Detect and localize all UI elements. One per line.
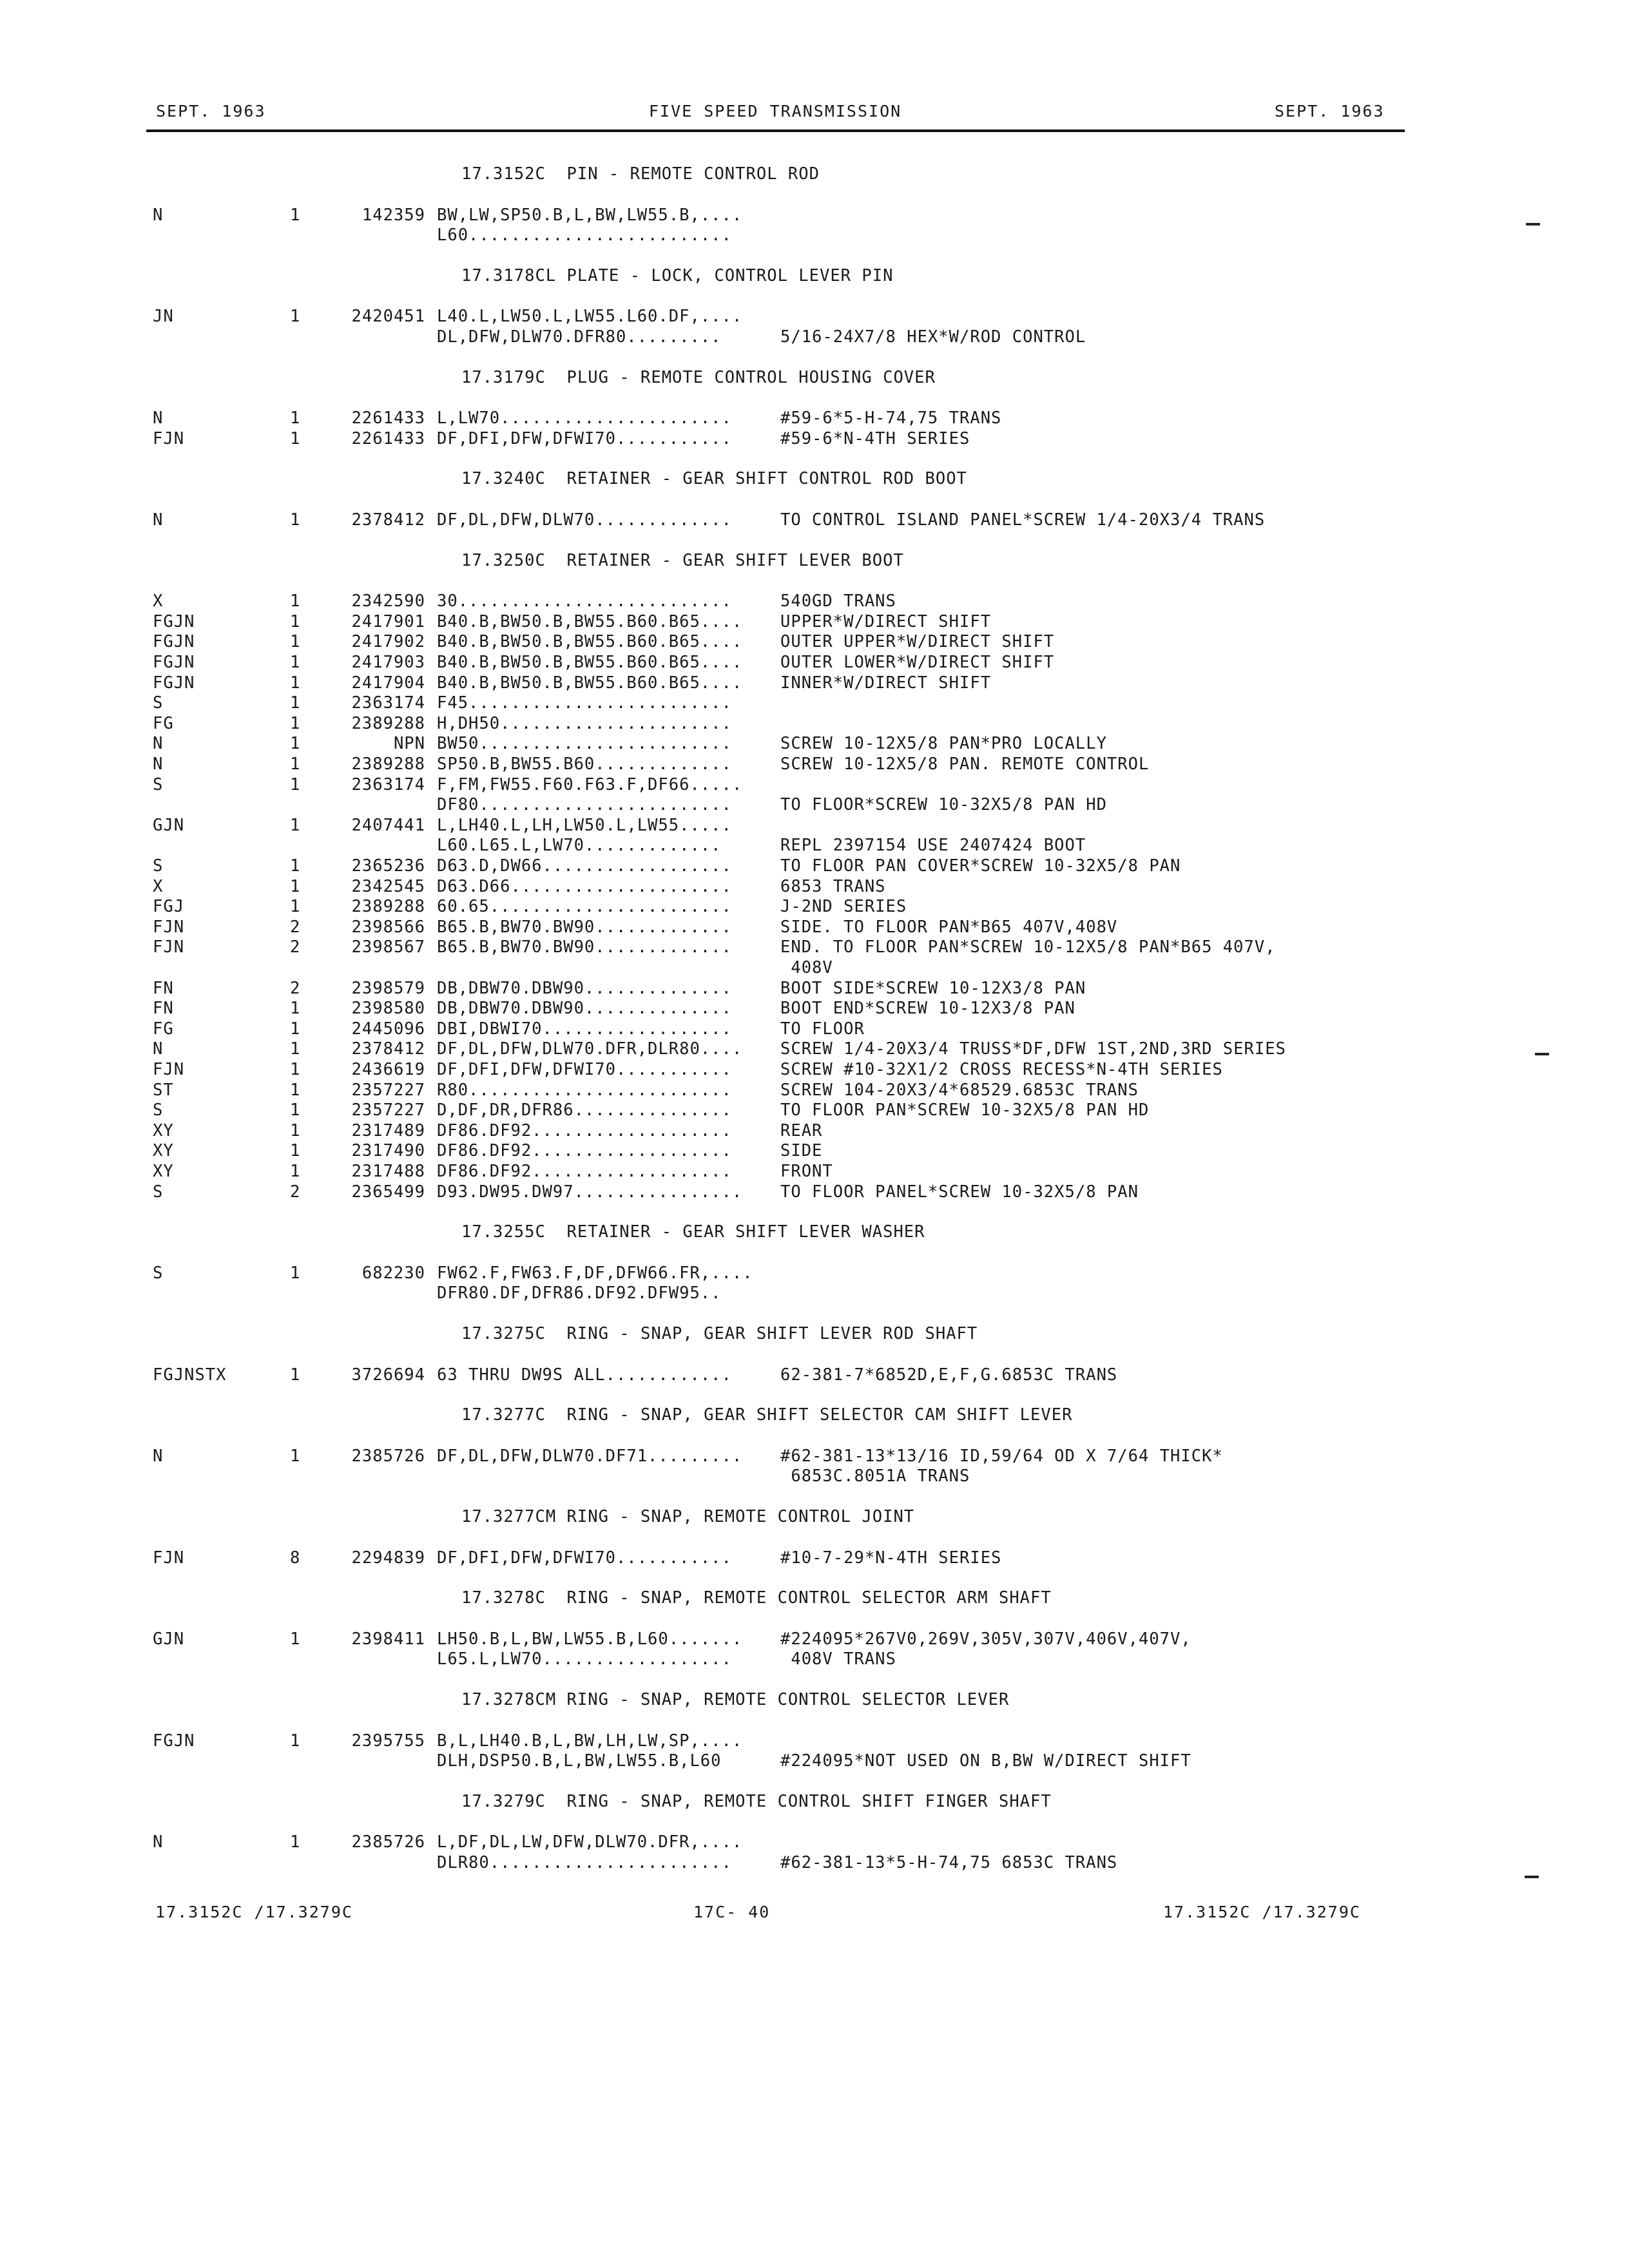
row-quantity: 1 bbox=[290, 1446, 301, 1466]
row-code: FN bbox=[153, 979, 174, 998]
row-code: S bbox=[153, 1100, 164, 1120]
row-part-number: 2363174 bbox=[351, 775, 425, 794]
row-description: 62-381-7*6852D,E,F,G.6853C TRANS bbox=[780, 1365, 1118, 1385]
row-part-number: 2365499 bbox=[351, 1182, 425, 1202]
row-code: FJN bbox=[153, 918, 185, 937]
row-code: N bbox=[153, 734, 164, 753]
row-quantity: 1 bbox=[290, 1060, 301, 1079]
row-models: DF,DFI,DFW,DFWI70........... bbox=[437, 1548, 732, 1568]
section-title: 17.3152C PIN - REMOTE CONTROL ROD bbox=[461, 164, 820, 184]
row-part-number: 2398411 bbox=[351, 1629, 425, 1649]
row-part-number: 2294839 bbox=[351, 1548, 425, 1568]
row-description: #62-381-13*5-H-74,75 6853C TRANS bbox=[780, 1853, 1118, 1872]
row-code: FGJ bbox=[153, 897, 185, 916]
row-description: REPL 2397154 USE 2407424 BOOT bbox=[780, 836, 1086, 855]
row-models: F,FM,FW55.F60.F63.F,DF66..... bbox=[437, 775, 743, 794]
row-code: X bbox=[153, 591, 164, 611]
row-models: DLH,DSP50.B,L,BW,LW55.B,L60 bbox=[437, 1751, 722, 1771]
row-description: J-2ND SERIES bbox=[780, 897, 907, 916]
row-description: #59-6*5-H-74,75 TRANS bbox=[780, 408, 1002, 428]
row-quantity: 2 bbox=[290, 979, 301, 998]
row-models: D,DF,DR,DFR86............... bbox=[437, 1100, 732, 1120]
row-models: B65.B,BW70.BW90............. bbox=[437, 918, 732, 937]
row-quantity: 1 bbox=[290, 408, 301, 428]
row-part-number: 2357227 bbox=[351, 1081, 425, 1100]
row-code: N bbox=[153, 206, 164, 225]
row-models: L,LH40.L,LH,LW50.L,LW55..... bbox=[437, 816, 732, 835]
row-quantity: 1 bbox=[290, 1100, 301, 1120]
row-models: F45......................... bbox=[437, 693, 732, 713]
row-models: DF86.DF92................... bbox=[437, 1121, 732, 1140]
row-models: BW50........................ bbox=[437, 734, 732, 753]
section-title: 17.3279C RING - SNAP, REMOTE CONTROL SHIFT FINGER SHAFT bbox=[461, 1792, 1052, 1811]
row-quantity: 8 bbox=[290, 1548, 301, 1568]
row-part-number bbox=[309, 225, 425, 245]
row-quantity: 1 bbox=[290, 754, 301, 774]
row-quantity: 1 bbox=[290, 510, 301, 530]
row-part-number: 142359 bbox=[361, 206, 425, 225]
header-date-left: SEPT. 1963 bbox=[156, 102, 266, 120]
row-code: S bbox=[153, 1182, 164, 1202]
row-models: 60.65....................... bbox=[437, 897, 732, 916]
row-part-number: 2317489 bbox=[351, 1121, 425, 1140]
row-part-number bbox=[309, 1649, 425, 1669]
row-part-number: 2395755 bbox=[351, 1731, 425, 1751]
row-quantity: 1 bbox=[290, 816, 301, 835]
row-description: 540GD TRANS bbox=[780, 591, 896, 611]
row-models: B40.B,BW50.B,BW55.B60.B65.... bbox=[437, 673, 743, 693]
row-description: OUTER UPPER*W/DIRECT SHIFT bbox=[780, 632, 1055, 651]
row-quantity: 1 bbox=[290, 632, 301, 651]
row-description: #224095*267V0,269V,305V,307V,406V,407V, bbox=[780, 1629, 1191, 1649]
row-part-number bbox=[309, 327, 425, 347]
row-part-number: 2261433 bbox=[351, 429, 425, 448]
row-part-number: NPN bbox=[393, 734, 425, 753]
row-description: SIDE. TO FLOOR PAN*B65 407V,408V bbox=[780, 918, 1118, 937]
row-code: FGJN bbox=[153, 632, 195, 651]
footer-page-number: 17C- 40 bbox=[693, 1903, 771, 1921]
section-title: 17.3277CM RING - SNAP, REMOTE CONTROL JOINT bbox=[461, 1507, 915, 1526]
row-models: R80......................... bbox=[437, 1081, 732, 1100]
row-description: 408V TRANS bbox=[780, 1649, 896, 1669]
row-quantity: 1 bbox=[290, 673, 301, 693]
row-quantity: 1 bbox=[290, 1832, 301, 1852]
row-code: N bbox=[153, 408, 164, 428]
row-models: DF,DL,DFW,DLW70............. bbox=[437, 510, 732, 530]
row-part-number bbox=[309, 835, 425, 856]
row-quantity: 2 bbox=[290, 937, 301, 957]
section-title: 17.3240C RETAINER - GEAR SHIFT CONTROL ROD BOOT bbox=[461, 469, 967, 488]
row-part-number: 2417903 bbox=[351, 653, 425, 672]
row-quantity: 1 bbox=[290, 1141, 301, 1160]
row-quantity: 1 bbox=[290, 307, 301, 326]
row-quantity: 1 bbox=[290, 1162, 301, 1181]
row-quantity: 2 bbox=[290, 1182, 301, 1202]
row-quantity: 1 bbox=[290, 856, 301, 876]
row-description: SCREW #10-32X1/2 CROSS RECESS*N-4TH SERIES bbox=[780, 1060, 1223, 1079]
row-part-number: 2417902 bbox=[351, 632, 425, 651]
row-part-number: 2378412 bbox=[351, 510, 425, 530]
row-description: OUTER LOWER*W/DIRECT SHIFT bbox=[780, 653, 1055, 672]
row-models: DF,DFI,DFW,DFWI70........... bbox=[437, 1060, 732, 1079]
row-quantity: 1 bbox=[290, 1081, 301, 1100]
row-description: SIDE bbox=[780, 1141, 823, 1160]
row-models: DB,DBW70.DBW90.............. bbox=[437, 979, 732, 998]
row-code: XY bbox=[153, 1121, 174, 1140]
header-date-right: SEPT. 1963 bbox=[1275, 102, 1385, 120]
row-code: S bbox=[153, 1264, 164, 1283]
row-part-number: 2398567 bbox=[351, 937, 425, 957]
row-part-number: 2389288 bbox=[351, 714, 425, 733]
row-code: N bbox=[153, 1832, 164, 1852]
row-quantity: 1 bbox=[290, 1121, 301, 1140]
row-description: UPPER*W/DIRECT SHIFT bbox=[780, 612, 992, 631]
row-description: #224095*NOT USED ON B,BW W/DIRECT SHIFT bbox=[780, 1751, 1191, 1771]
row-code: FN bbox=[153, 999, 174, 1018]
header-title: FIVE SPEED TRANSMISSION bbox=[649, 102, 902, 120]
row-models: LH50.B,L,BW,LW55.B,L60....... bbox=[437, 1629, 743, 1649]
row-models: DBI,DBWI70.................. bbox=[437, 1019, 732, 1039]
row-code: JN bbox=[153, 307, 174, 326]
row-code: FJN bbox=[153, 1548, 185, 1568]
row-part-number: 682230 bbox=[361, 1264, 425, 1283]
row-models: B65.B,BW70.BW90............. bbox=[437, 937, 732, 957]
row-models: BW,LW,SP50.B,L,BW,LW55.B,.... bbox=[437, 206, 743, 225]
row-description: SCREW 1/4-20X3/4 TRUSS*DF,DFW 1ST,2ND,3RD SERIES bbox=[780, 1039, 1286, 1059]
row-models: DF,DL,DFW,DLW70.DFR,DLR80.... bbox=[437, 1039, 743, 1059]
row-models: DF86.DF92................... bbox=[437, 1141, 732, 1160]
row-description: SCREW 10-12X5/8 PAN. REMOTE CONTROL bbox=[780, 754, 1150, 774]
row-part-number: 2363174 bbox=[351, 693, 425, 713]
row-description: TO FLOOR PAN COVER*SCREW 10-32X5/8 PAN bbox=[780, 856, 1181, 876]
row-quantity: 1 bbox=[290, 591, 301, 611]
row-models: SP50.B,BW55.B60............. bbox=[437, 754, 732, 774]
row-models: L60.L65.L,LW70............. bbox=[437, 836, 722, 855]
row-description: #59-6*N-4TH SERIES bbox=[780, 429, 970, 448]
row-code: X bbox=[153, 877, 164, 896]
row-models: D93.DW95.DW97................ bbox=[437, 1182, 743, 1202]
row-part-number bbox=[309, 1751, 425, 1771]
row-description: TO FLOOR bbox=[780, 1019, 865, 1039]
margin-mark bbox=[1525, 1876, 1539, 1878]
row-code: N bbox=[153, 1039, 164, 1059]
row-quantity: 1 bbox=[290, 1731, 301, 1751]
row-description: 6853C.8051A TRANS bbox=[780, 1466, 970, 1486]
row-part-number: 2261433 bbox=[351, 408, 425, 428]
row-code: N bbox=[153, 754, 164, 774]
row-models: B40.B,BW50.B,BW55.B60.B65.... bbox=[437, 612, 743, 631]
row-description: SCREW 10-12X5/8 PAN*PRO LOCALLY bbox=[780, 734, 1107, 753]
row-quantity: 1 bbox=[290, 775, 301, 794]
row-part-number bbox=[309, 1466, 425, 1486]
row-models: 63 THRU DW9S ALL............ bbox=[437, 1365, 732, 1385]
row-part-number: 2317488 bbox=[351, 1162, 425, 1181]
row-part-number bbox=[309, 957, 425, 978]
row-code: FGJN bbox=[153, 673, 195, 693]
row-quantity: 1 bbox=[290, 429, 301, 448]
section-title: 17.3277C RING - SNAP, GEAR SHIFT SELECTOR CAM SHIFT LEVER bbox=[461, 1405, 1073, 1425]
row-description: TO FLOOR*SCREW 10-32X5/8 PAN HD bbox=[780, 795, 1107, 814]
row-part-number bbox=[309, 794, 425, 815]
margin-mark bbox=[1535, 1053, 1549, 1055]
row-code: FGJNSTX bbox=[153, 1365, 227, 1385]
row-code: S bbox=[153, 693, 164, 713]
row-description: #62-381-13*13/16 ID,59/64 OD X 7/64 THICK* bbox=[780, 1446, 1223, 1466]
row-part-number: 2342590 bbox=[351, 591, 425, 611]
row-part-number: 2389288 bbox=[351, 754, 425, 774]
row-part-number: 2398579 bbox=[351, 979, 425, 998]
row-part-number: 2378412 bbox=[351, 1039, 425, 1059]
row-part-number: 2436619 bbox=[351, 1060, 425, 1079]
row-quantity: 1 bbox=[290, 653, 301, 672]
row-description: FRONT bbox=[780, 1162, 833, 1181]
row-models: L60......................... bbox=[437, 226, 732, 245]
row-code: FG bbox=[153, 1019, 174, 1039]
row-quantity: 1 bbox=[290, 734, 301, 753]
row-code: FG bbox=[153, 714, 174, 733]
row-models: DL,DFW,DLW70.DFR80......... bbox=[437, 327, 722, 347]
row-code: XY bbox=[153, 1141, 174, 1160]
row-description: TO FLOOR PANEL*SCREW 10-32X5/8 PAN bbox=[780, 1182, 1139, 1202]
row-models: H,DH50...................... bbox=[437, 714, 732, 733]
row-part-number: 2417901 bbox=[351, 612, 425, 631]
row-models: D63.D66..................... bbox=[437, 877, 732, 896]
row-quantity: 1 bbox=[290, 1629, 301, 1649]
row-description: SCREW 104-20X3/4*68529.6853C TRANS bbox=[780, 1081, 1139, 1100]
row-quantity: 1 bbox=[290, 693, 301, 713]
row-description: END. TO FLOOR PAN*SCREW 10-12X5/8 PAN*B65 407V, bbox=[780, 937, 1276, 957]
row-models: L,DF,DL,LW,DFW,DLW70.DFR,.... bbox=[437, 1832, 743, 1852]
row-code: FJN bbox=[153, 937, 185, 957]
row-part-number: 2407441 bbox=[351, 816, 425, 835]
row-part-number bbox=[309, 1283, 425, 1303]
row-models: L65.L,LW70.................. bbox=[437, 1649, 732, 1669]
row-models: FW62.F,FW63.F,DF,DFW66.FR,.... bbox=[437, 1264, 753, 1283]
section-title: 17.3250C RETAINER - GEAR SHIFT LEVER BOOT bbox=[461, 551, 904, 570]
row-quantity: 1 bbox=[290, 612, 301, 631]
section-title: 17.3179C PLUG - REMOTE CONTROL HOUSING COVER bbox=[461, 368, 936, 387]
section-title: 17.3275C RING - SNAP, GEAR SHIFT LEVER ROD SHAFT bbox=[461, 1324, 978, 1343]
row-models: DF,DFI,DFW,DFWI70........... bbox=[437, 429, 732, 448]
row-code: N bbox=[153, 510, 164, 530]
row-part-number: 2389288 bbox=[351, 897, 425, 916]
row-part-number: 2385726 bbox=[351, 1832, 425, 1852]
row-models: DFR80.DF,DFR86.DF92.DFW95.. bbox=[437, 1283, 722, 1303]
row-description: 5/16-24X7/8 HEX*W/ROD CONTROL bbox=[780, 327, 1086, 347]
row-quantity: 1 bbox=[290, 999, 301, 1018]
row-description: #10-7-29*N-4TH SERIES bbox=[780, 1548, 1002, 1568]
row-models: DF80........................ bbox=[437, 795, 732, 814]
section-title: 17.3178CL PLATE - LOCK, CONTROL LEVER PIN bbox=[461, 266, 894, 285]
row-code: FGJN bbox=[153, 653, 195, 672]
row-models: B40.B,BW50.B,BW55.B60.B65.... bbox=[437, 632, 743, 651]
row-description: TO FLOOR PAN*SCREW 10-32X5/8 PAN HD bbox=[780, 1100, 1150, 1120]
row-quantity: 1 bbox=[290, 714, 301, 733]
row-code: GJN bbox=[153, 816, 185, 835]
row-models: DF,DL,DFW,DLW70.DF71......... bbox=[437, 1446, 743, 1466]
row-models: B40.B,BW50.B,BW55.B60.B65.... bbox=[437, 653, 743, 672]
row-code: S bbox=[153, 856, 164, 876]
row-quantity: 1 bbox=[290, 1039, 301, 1059]
row-part-number: 2398566 bbox=[351, 918, 425, 937]
row-code: FJN bbox=[153, 1060, 185, 1079]
row-part-number: 2385726 bbox=[351, 1446, 425, 1466]
row-description: BOOT END*SCREW 10-12X3/8 PAN bbox=[780, 999, 1075, 1018]
row-models: DF86.DF92................... bbox=[437, 1162, 732, 1181]
row-code: S bbox=[153, 775, 164, 794]
row-part-number: 2342545 bbox=[351, 877, 425, 896]
row-code: FGJN bbox=[153, 612, 195, 631]
footer-range-left: 17.3152C /17.3279C bbox=[155, 1903, 353, 1921]
row-models: D63.D,DW66.................. bbox=[437, 856, 732, 876]
row-models: DB,DBW70.DBW90.............. bbox=[437, 999, 732, 1018]
row-part-number: 2445096 bbox=[351, 1019, 425, 1039]
row-part-number: 2365236 bbox=[351, 856, 425, 876]
row-description: TO CONTROL ISLAND PANEL*SCREW 1/4-20X3/4 TRANS bbox=[780, 510, 1266, 530]
row-part-number bbox=[309, 1852, 425, 1873]
row-part-number: 3726694 bbox=[351, 1365, 425, 1385]
row-part-number: 2357227 bbox=[351, 1100, 425, 1120]
row-quantity: 1 bbox=[290, 1019, 301, 1039]
row-models: L40.L,LW50.L,LW55.L60.DF,.... bbox=[437, 307, 743, 326]
row-description: BOOT SIDE*SCREW 10-12X3/8 PAN bbox=[780, 979, 1086, 998]
row-quantity: 1 bbox=[290, 1365, 301, 1385]
row-models: L,LW70...................... bbox=[437, 408, 732, 428]
row-code: N bbox=[153, 1446, 164, 1466]
section-title: 17.3278C RING - SNAP, REMOTE CONTROL SELECTOR ARM SHAFT bbox=[461, 1588, 1052, 1608]
row-code: FGJN bbox=[153, 1731, 195, 1751]
section-title: 17.3278CM RING - SNAP, REMOTE CONTROL SELECTOR LEVER bbox=[461, 1690, 1010, 1709]
header-rule bbox=[146, 130, 1405, 132]
row-models: 30.......................... bbox=[437, 591, 732, 611]
row-description: 408V bbox=[780, 958, 833, 977]
row-description: INNER*W/DIRECT SHIFT bbox=[780, 673, 992, 693]
row-quantity: 1 bbox=[290, 1264, 301, 1283]
row-quantity: 2 bbox=[290, 918, 301, 937]
row-code: ST bbox=[153, 1081, 174, 1100]
row-quantity: 1 bbox=[290, 877, 301, 896]
row-code: FJN bbox=[153, 429, 185, 448]
row-part-number: 2420451 bbox=[351, 307, 425, 326]
row-quantity: 1 bbox=[290, 897, 301, 916]
row-part-number: 2417904 bbox=[351, 673, 425, 693]
row-code: XY bbox=[153, 1162, 174, 1181]
row-part-number: 2398580 bbox=[351, 999, 425, 1018]
section-title: 17.3255C RETAINER - GEAR SHIFT LEVER WASHER bbox=[461, 1222, 925, 1242]
row-models: DLR80....................... bbox=[437, 1853, 732, 1872]
row-part-number: 2317490 bbox=[351, 1141, 425, 1160]
row-models: B,L,LH40.B,L,BW,LH,LW,SP,.... bbox=[437, 1731, 743, 1751]
margin-mark bbox=[1526, 223, 1540, 226]
row-description: 6853 TRANS bbox=[780, 877, 886, 896]
row-quantity: 1 bbox=[290, 206, 301, 225]
footer-range-right: 17.3152C /17.3279C bbox=[1163, 1903, 1361, 1921]
row-code: GJN bbox=[153, 1629, 185, 1649]
row-description: REAR bbox=[780, 1121, 823, 1140]
